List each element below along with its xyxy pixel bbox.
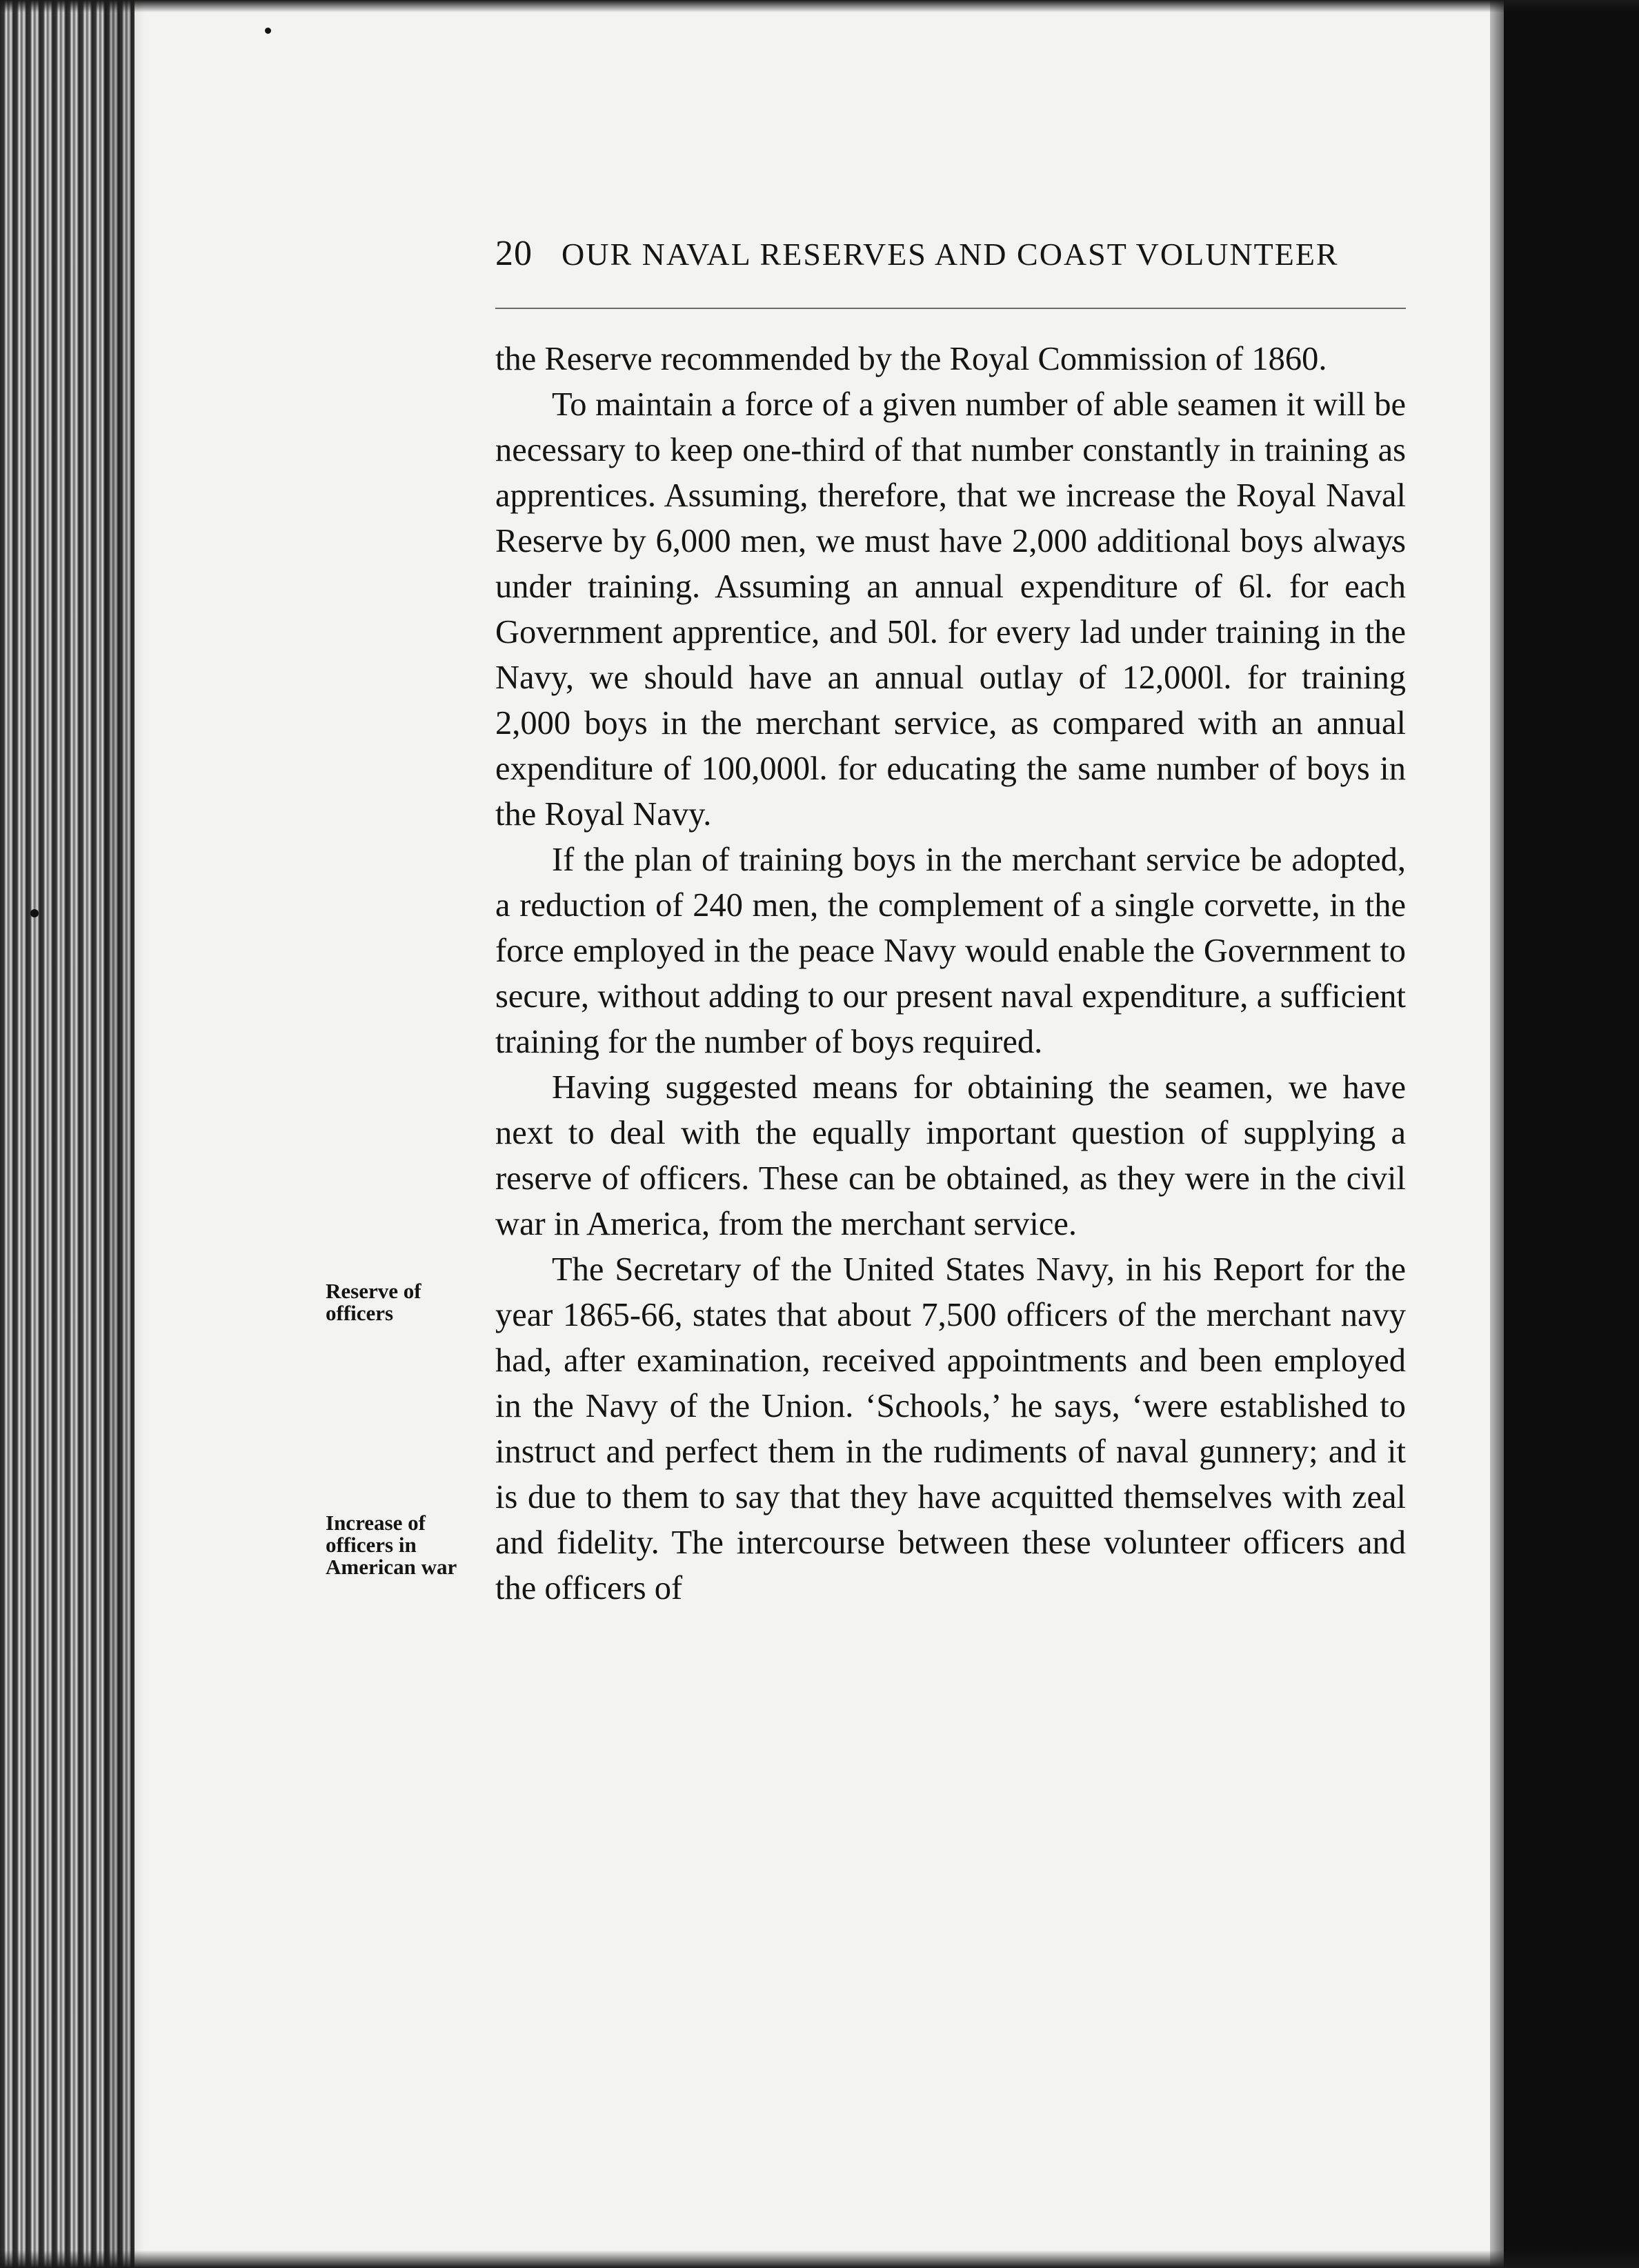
paragraph: Having suggested means for obtaining the seamen, we have next to deal with the equally important question of supplying a reserve of officers. These can be obtained, as they were in the civil war in America, from the merchant service. bbox=[495, 1069, 1406, 1242]
scan-bottom-edge bbox=[0, 2250, 1639, 2268]
side-note: Reserve of officers bbox=[326, 1279, 421, 1325]
page-number: 20 bbox=[495, 234, 533, 273]
scan-speck bbox=[265, 28, 271, 34]
paragraph: If the plan of training boys in the merchant service be adopted, a reduction of 240 men, the complement of a single corvette, in the force employed in the peace Navy would enable the Government to secure, without adding to our present naval expenditure, a sufficient training for the number of boys required. bbox=[495, 842, 1406, 1060]
running-title: OUR NAVAL RESERVES AND COAST VOLUNTEER bbox=[562, 237, 1339, 272]
gutter-shadow bbox=[103, 0, 145, 2268]
paragraph: the Reserve recommended by the Royal Commission of 1860. bbox=[495, 341, 1327, 377]
scan-top-edge bbox=[0, 0, 1639, 12]
running-header bbox=[495, 233, 1406, 277]
body-text bbox=[495, 337, 1406, 1611]
side-note: Increase of officers in American war bbox=[326, 1511, 457, 1579]
paragraph: The Secretary of the United States Navy, in his Report for the year 1865-66, states that about 7,500 officers of the merchant navy had, after examination, received appointments and been employed in the Navy of the Union. ‘Schools,’ he says, ‘were established to instruct and perfect them in the rudiments of naval gunnery; and it is due to them to say that they have acquitted themselves with zeal and fidelity. The intercourse between these volunteer officers and the officers of bbox=[495, 1251, 1406, 1606]
book-right-edge bbox=[1504, 0, 1639, 2268]
header-rule bbox=[495, 308, 1406, 309]
paragraph: To maintain a force of a given number of able seamen it will be necessary to keep one-third of that number constantly in training as apprentices. Assuming, therefore, that we increase the Royal Naval Reserve by 6,000 men, we must have 2,000 additional boys always under training. Assuming an annual expenditure of 6l. for each Government apprentice, and 50l. for every lad under training in the Navy, we should have an annual outlay of 12,000l. for training 2,000 boys in the merchant service, as compared with an annual expenditure of 100,000l. for educating the same number of boys in the Royal Navy. bbox=[495, 386, 1406, 833]
scan-speck bbox=[30, 909, 39, 917]
